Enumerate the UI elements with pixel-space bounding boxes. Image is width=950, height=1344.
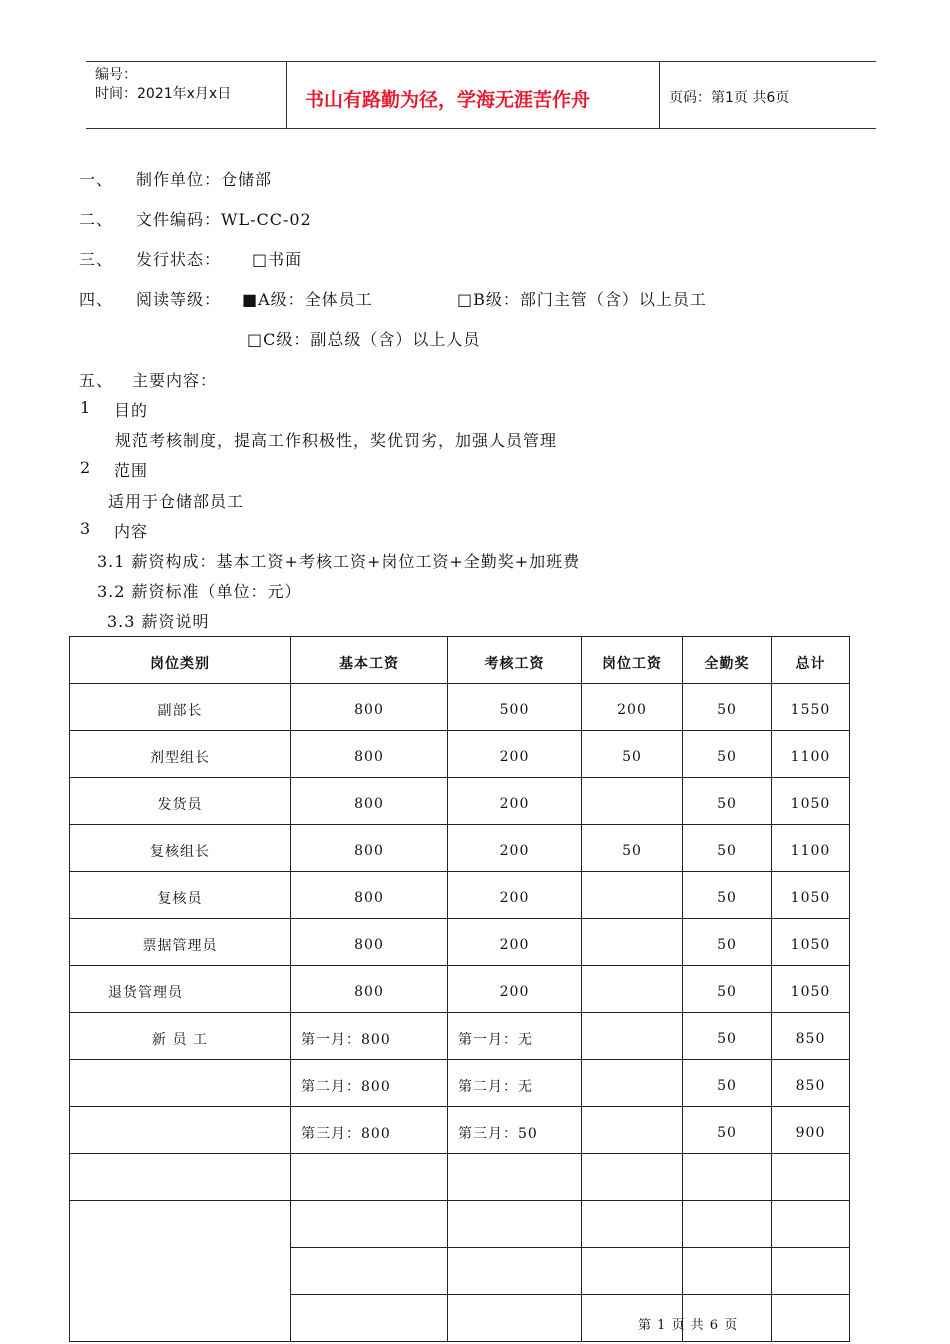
cell-post [582, 1107, 683, 1154]
header-number-label: 编号： [95, 67, 137, 83]
cell-post: 50 [582, 731, 683, 778]
cell-bonus: 50 [683, 1107, 772, 1154]
table-row [70, 731, 850, 778]
header-position: 岗位类别 [70, 637, 291, 684]
cell-assessment [448, 1248, 582, 1295]
header-motto: 书山有路勤为径，学海无涯苦作舟 [305, 89, 591, 111]
cell-post: 200 [582, 684, 683, 731]
table-row [70, 1060, 850, 1107]
table-row [70, 872, 850, 919]
cell-base [291, 1201, 448, 1248]
table-header-row [70, 637, 850, 684]
cell-total: 1050 [772, 966, 850, 1013]
cell-bonus: 50 [683, 1060, 772, 1107]
cell-assessment [448, 1295, 582, 1342]
cell-assessment: 200 [448, 731, 582, 778]
cell-position [70, 1060, 291, 1107]
cell-bonus: 50 [683, 825, 772, 872]
header-post-salary: 岗位工资 [582, 637, 683, 684]
field-unit-number: 一、 [79, 170, 114, 189]
cell-assessment: 200 [448, 919, 582, 966]
cell-bonus: 50 [683, 966, 772, 1013]
field-level-label: 阅读等级： [136, 290, 222, 309]
cell-assessment: 第一月：无 [448, 1013, 582, 1060]
cell-post [582, 1248, 683, 1295]
section-3-title: 内容 [114, 522, 149, 541]
cell-total: 1100 [772, 731, 850, 778]
field-level-b: □B级：部门主管（含）以上员工 [457, 290, 707, 309]
cell-total: 1050 [772, 872, 850, 919]
cell-total [772, 1201, 850, 1248]
table-row [70, 825, 850, 872]
cell-position: 票据管理员 [70, 919, 291, 966]
cell-base: 第一月：800 [291, 1013, 448, 1060]
header-assessment-salary: 考核工资 [448, 637, 582, 684]
cell-bonus [683, 1248, 772, 1295]
header-page-info: 页码：第1页 共6页 [669, 90, 790, 106]
cell-total: 1100 [772, 825, 850, 872]
cell-post [582, 966, 683, 1013]
cell-assessment: 200 [448, 872, 582, 919]
table-row [70, 778, 850, 825]
cell-base: 800 [291, 684, 448, 731]
cell-assessment: 200 [448, 825, 582, 872]
cell-base: 第二月：800 [291, 1060, 448, 1107]
header-top-rule [86, 61, 876, 62]
cell-post [582, 1013, 683, 1060]
cell-base: 800 [291, 825, 448, 872]
section-1-text: 规范考核制度，提高工作积极性，奖优罚劣，加强人员管理 [115, 431, 558, 450]
cell-position: 新 员 工 [70, 1013, 291, 1060]
cell-total: 1050 [772, 919, 850, 966]
cell-base [291, 1295, 448, 1342]
cell-total [772, 1248, 850, 1295]
cell-total [772, 1154, 850, 1201]
cell-assessment [448, 1154, 582, 1201]
cell-position [70, 1154, 291, 1201]
header-base-salary: 基本工资 [291, 637, 448, 684]
table-row [70, 919, 850, 966]
cell-base: 第三月：800 [291, 1107, 448, 1154]
table-row [70, 966, 850, 1013]
cell-total: 900 [772, 1107, 850, 1154]
cell-bonus [683, 1201, 772, 1248]
cell-bonus [683, 1154, 772, 1201]
cell-total: 1550 [772, 684, 850, 731]
cell-position [70, 1107, 291, 1154]
cell-assessment: 500 [448, 684, 582, 731]
cell-position: 发货员 [70, 778, 291, 825]
cell-position: 复核组长 [70, 825, 291, 872]
cell-total: 850 [772, 1060, 850, 1107]
field-level-number: 四、 [79, 290, 114, 309]
section-3-3: 3.3 薪资说明 [107, 612, 210, 631]
field-code: 文件编码：WL-CC-02 [136, 210, 312, 229]
cell-assessment: 200 [448, 778, 582, 825]
cell-base [291, 1248, 448, 1295]
cell-bonus: 50 [683, 778, 772, 825]
section-1-title: 目的 [114, 401, 149, 420]
header-divider-right [659, 61, 660, 128]
table-row [70, 684, 850, 731]
cell-post [582, 778, 683, 825]
cell-post [582, 1060, 683, 1107]
field-content-label: 主要内容： [132, 371, 218, 390]
cell-base: 800 [291, 778, 448, 825]
cell-position: 复核员 [70, 872, 291, 919]
footer-page-number: 第 1 页 共 6 页 [638, 1318, 739, 1333]
cell-position: 剂型组长 [70, 731, 291, 778]
cell-base: 800 [291, 919, 448, 966]
section-2-number: 2 [80, 458, 92, 477]
header-divider-left [286, 61, 287, 128]
header-attendance-bonus: 全勤奖 [683, 637, 772, 684]
cell-position: 退货管理员 [70, 966, 291, 1013]
cell-post: 50 [582, 825, 683, 872]
table-row [70, 1013, 850, 1060]
table-row [70, 1107, 850, 1154]
cell-assessment [448, 1201, 582, 1248]
cell-bonus: 50 [683, 919, 772, 966]
cell-total: 850 [772, 1013, 850, 1060]
field-level-c: □C级：副总级（含）以上人员 [247, 330, 481, 349]
cell-base: 800 [291, 872, 448, 919]
cell-bonus: 50 [683, 731, 772, 778]
cell-post [582, 1154, 683, 1201]
cell-assessment: 第三月：50 [448, 1107, 582, 1154]
cell-base: 800 [291, 731, 448, 778]
header-time-label: 时间：2021年x月x日 [95, 86, 232, 102]
table-row [70, 1154, 850, 1201]
section-3-1: 3.1 薪资构成：基本工资+考核工资+岗位工资+全勤奖+加班费 [97, 552, 581, 571]
cell-assessment: 200 [448, 966, 582, 1013]
cell-post [582, 872, 683, 919]
salary-table [69, 636, 850, 1342]
cell-position [70, 1201, 291, 1342]
cell-post [582, 919, 683, 966]
header-total: 总计 [772, 637, 850, 684]
section-2-text: 适用于仓储部员工 [108, 492, 245, 511]
cell-post [582, 1201, 683, 1248]
cell-total: 1050 [772, 778, 850, 825]
field-level-a: ■A级：全体员工 [242, 290, 373, 309]
table-row [70, 1201, 850, 1248]
field-status-number: 三、 [79, 250, 114, 269]
section-3-2: 3.2 薪资标准（单位：元） [97, 582, 302, 601]
field-code-number: 二、 [79, 210, 114, 229]
field-status-value: □书面 [252, 250, 303, 269]
cell-bonus: 50 [683, 1013, 772, 1060]
header-bottom-rule [86, 128, 876, 129]
cell-base [291, 1154, 448, 1201]
section-1-number: 1 [80, 398, 92, 417]
cell-bonus: 50 [683, 872, 772, 919]
field-status-label: 发行状态： [136, 250, 222, 269]
field-content-number: 五、 [79, 371, 114, 390]
cell-total [772, 1295, 850, 1342]
cell-bonus: 50 [683, 684, 772, 731]
field-unit: 制作单位：仓储部 [136, 170, 273, 189]
section-3-number: 3 [80, 519, 92, 538]
cell-assessment: 第二月：无 [448, 1060, 582, 1107]
cell-position: 副部长 [70, 684, 291, 731]
cell-base: 800 [291, 966, 448, 1013]
section-2-title: 范围 [114, 461, 149, 480]
